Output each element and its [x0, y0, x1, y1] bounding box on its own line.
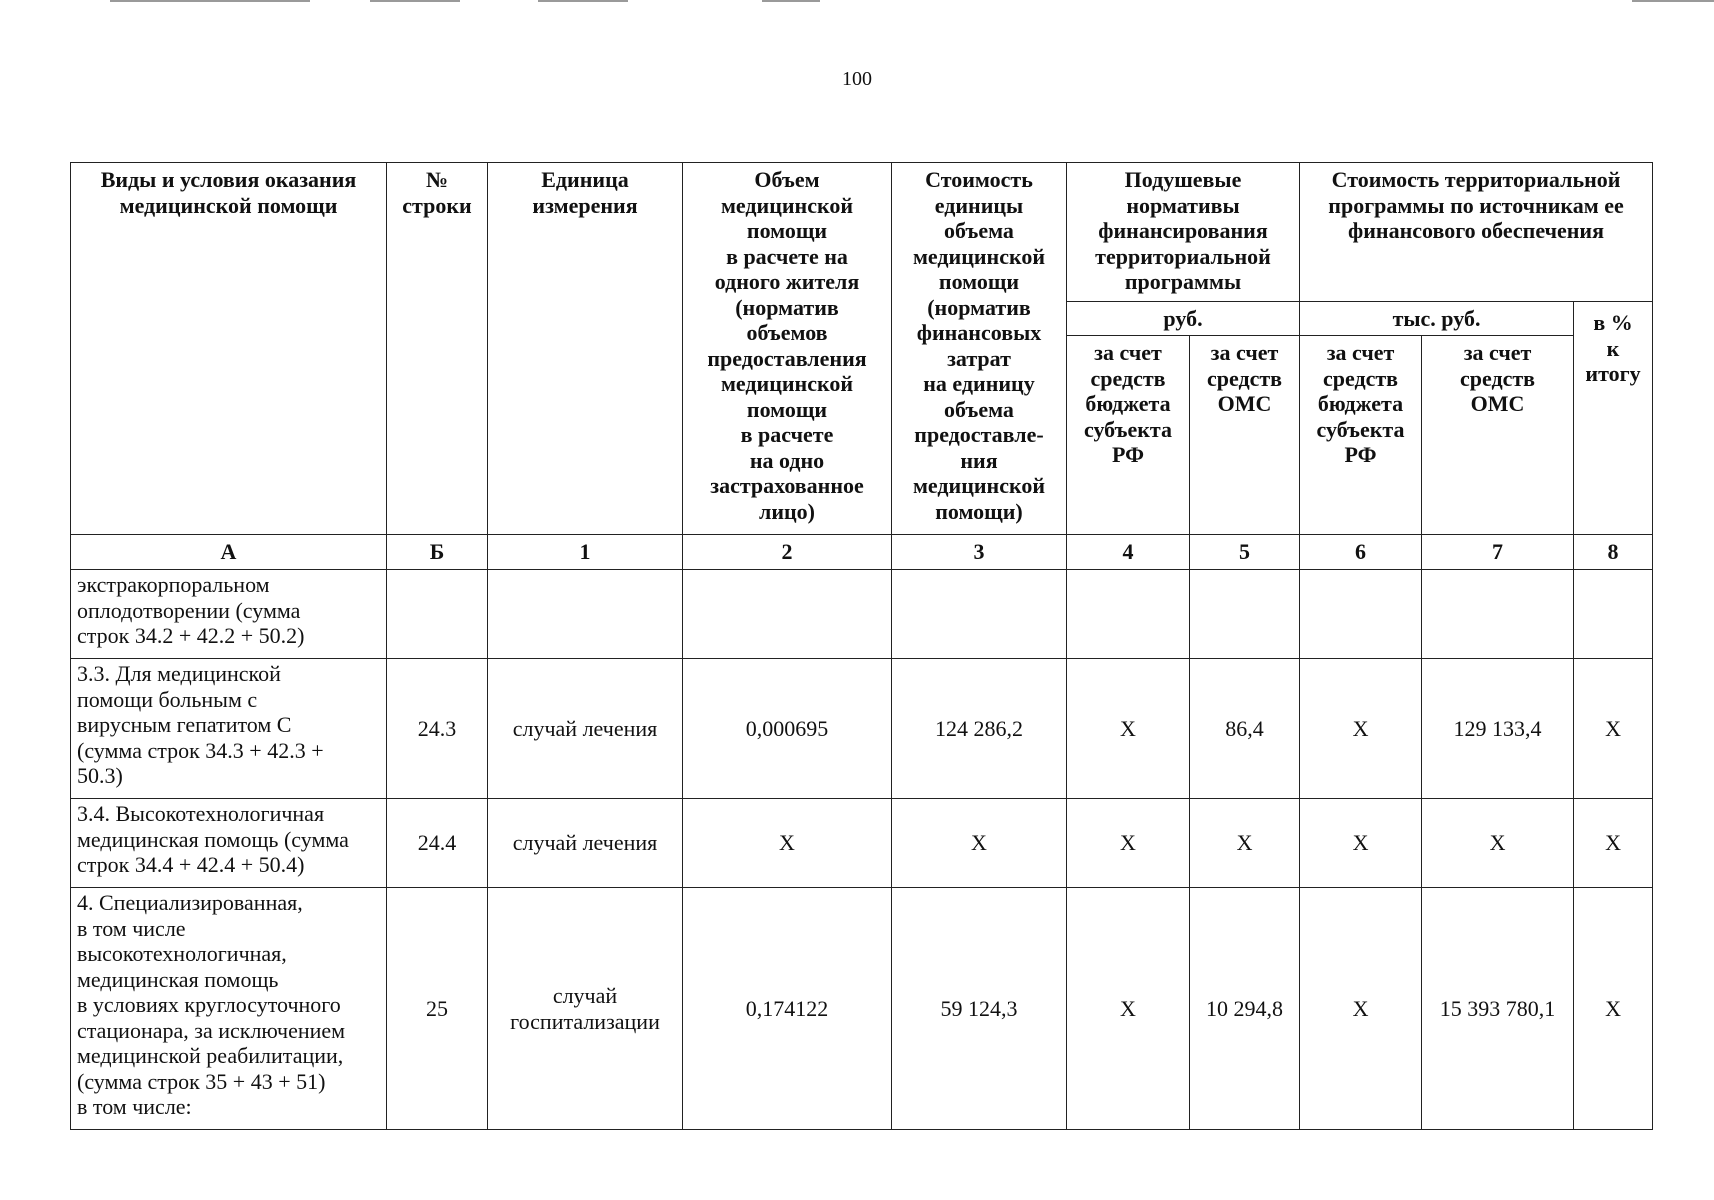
column-number: 8: [1574, 535, 1653, 570]
table-row: [71, 659, 1653, 799]
row-budget-rub: X: [1067, 799, 1190, 888]
column-number: 6: [1300, 535, 1422, 570]
row-unit: случай лечения: [488, 799, 683, 888]
row-oms-rub: [1190, 570, 1300, 659]
row-description: 3.4. Высокотехнологичная медицинская помощь (сумма строк 34.4 + 42.4 + 50.4): [71, 799, 387, 888]
page-number: 100: [842, 68, 872, 90]
top-border-line: [762, 0, 820, 2]
column-number-row: [71, 535, 1653, 570]
top-border-line: [110, 0, 310, 2]
column-number: 3: [892, 535, 1067, 570]
row-description: экстракорпоральном оплодотворении (сумма строк 34.2 + 42.2 + 50.2): [71, 570, 387, 659]
row-volume: 0,174122: [683, 888, 892, 1130]
top-border-line: [1632, 0, 1714, 2]
row-percent: X: [1574, 888, 1653, 1130]
row-unit: случай госпитализации: [488, 888, 683, 1130]
row-oms-thousand: [1422, 570, 1574, 659]
row-budget-rub: [1067, 570, 1190, 659]
row-oms-rub: 86,4: [1190, 659, 1300, 799]
column-number: 1: [488, 535, 683, 570]
row-percent: X: [1574, 659, 1653, 799]
row-description: 3.3. Для медицинской помощи больным с вирусным гепатитом С (сумма строк 34.3 + 42.3 + 50.3): [71, 659, 387, 799]
header-row-groups: [71, 163, 1653, 302]
row-line-number: [387, 570, 488, 659]
row-line-number: 25: [387, 888, 488, 1130]
header-oms-thousand-rub: за счет средств ОМС: [1422, 336, 1574, 535]
column-number: 5: [1190, 535, 1300, 570]
header-percent-of-total: в % к итогу: [1574, 302, 1653, 535]
financing-table: [70, 162, 1653, 1130]
row-cost: X: [892, 799, 1067, 888]
row-budget-thousand: [1300, 570, 1422, 659]
row-oms-thousand: 129 133,4: [1422, 659, 1574, 799]
header-unit-thousand-rub: тыс. руб.: [1300, 302, 1574, 336]
row-budget-thousand: X: [1300, 888, 1422, 1130]
row-line-number: 24.4: [387, 799, 488, 888]
row-unit: [488, 570, 683, 659]
row-percent: X: [1574, 799, 1653, 888]
row-budget-rub: X: [1067, 659, 1190, 799]
header-unit-of-measure: Единица измерения: [488, 163, 683, 535]
row-cost: 124 286,2: [892, 659, 1067, 799]
row-oms-rub: X: [1190, 799, 1300, 888]
row-cost: [892, 570, 1067, 659]
row-description: 4. Специализированная, в том числе высокотехнологичная, медицинская помощь в условиях круглосуточного стационара, за исключением медицинской реабилитации, (сумма строк 35 + 43 + 51) в том числе:: [71, 888, 387, 1130]
row-cost: 59 124,3: [892, 888, 1067, 1130]
header-unit-cost: Стоимость единицы объема медицинской помощи (норматив финансовых затрат на единицу объема предоставле- ния медицинской помощи): [892, 163, 1067, 535]
table-row: [71, 888, 1653, 1130]
column-number: 4: [1067, 535, 1190, 570]
row-percent: [1574, 570, 1653, 659]
header-oms-rub: за счет средств ОМС: [1190, 336, 1300, 535]
header-unit-rub: руб.: [1067, 302, 1300, 336]
column-number: 2: [683, 535, 892, 570]
row-budget-rub: X: [1067, 888, 1190, 1130]
header-per-capita-standards: Подушевые нормативы финансирования территориальной программы: [1067, 163, 1300, 302]
column-number: 7: [1422, 535, 1574, 570]
column-number: А: [71, 535, 387, 570]
row-unit: случай лечения: [488, 659, 683, 799]
row-volume: [683, 570, 892, 659]
column-number: Б: [387, 535, 488, 570]
table-row: [71, 799, 1653, 888]
table-row: [71, 570, 1653, 659]
row-budget-thousand: X: [1300, 659, 1422, 799]
row-oms-rub: 10 294,8: [1190, 888, 1300, 1130]
top-border-line: [538, 0, 628, 2]
header-kinds-of-care: Виды и условия оказания медицинской помощи: [71, 163, 387, 535]
header-budget-thousand-rub: за счет средств бюджета субъекта РФ: [1300, 336, 1422, 535]
row-oms-thousand: X: [1422, 799, 1574, 888]
header-line-number: № строки: [387, 163, 488, 535]
row-budget-thousand: X: [1300, 799, 1422, 888]
row-oms-thousand: 15 393 780,1: [1422, 888, 1574, 1130]
row-line-number: 24.3: [387, 659, 488, 799]
header-budget-rub: за счет средств бюджета субъекта РФ: [1067, 336, 1190, 535]
header-program-cost-by-source: Стоимость территориальной программы по источникам ее финансового обеспечения: [1300, 163, 1653, 302]
row-volume: X: [683, 799, 892, 888]
row-volume: 0,000695: [683, 659, 892, 799]
top-border-line: [370, 0, 460, 2]
header-volume-per-resident: Объем медицинской помощи в расчете на одного жителя (норматив объемов предоставления медицинской помощи в расчете на одно застрахованное лицо): [683, 163, 892, 535]
